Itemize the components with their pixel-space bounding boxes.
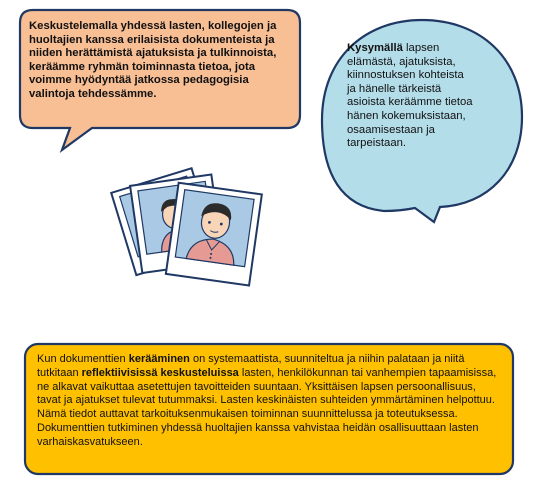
yellow-box-text — [37, 353, 497, 450]
yellow-part-2: on systemaattista, suunniteltua ja niihin palataan ja niitä tutkitaan — [37, 353, 465, 379]
yellow-part-1: Kun dokumenttien — [37, 353, 129, 365]
photo-stack-icon — [111, 168, 262, 285]
yellow-part-3: lasten, henkilökunnan tai vanhempien tapaamisissa, ne alkavat vaikuttaa asetettujen tavoitteiden suuntaan. Yksittäisen lapsen persoonallisuus, tavat ja ajatukset tulevat tutummaksi. Lasten keskinäisten suhteiden ymmärtäminen helpottuu. Nämä tiedot auttavat tarkoituksenmukaisen toiminnan suunnittelussa ja toteutuksessa. Dokumenttien tutkiminen yhdessä huoltajien kanssa vahvistaa heidän osallisuuttaan lasten varhaiskasvatukseen. — [37, 366, 497, 448]
orange-bubble-text: Keskustelemalla yhdessä lasten, kollegojen ja huoltajien kanssa erilaisista dokumenteista ja niiden herättämistä ajatuksista ja tulkinnoista, keräämme ryhmän toiminnasta tietoa, jota voimme hyödyntää jatkossa pedagogisia valintoja tehdessämme. — [29, 20, 277, 100]
yellow-bold-1: kerääminen — [128, 353, 190, 365]
blue-bubble-bold: Kysymällä — [347, 42, 403, 54]
yellow-bold-2: reflektiivisissä keskusteluissa — [81, 366, 239, 379]
blue-bubble-text — [347, 42, 475, 151]
blue-bubble-body: lapsen elämästä, ajatuksista, kiinnostuksen kohteista ja hänelle tärkeistä asioista keräämme tietoa hänen kokemuksistaan, osaamisestaan ja tarpeistaan. — [347, 42, 473, 150]
